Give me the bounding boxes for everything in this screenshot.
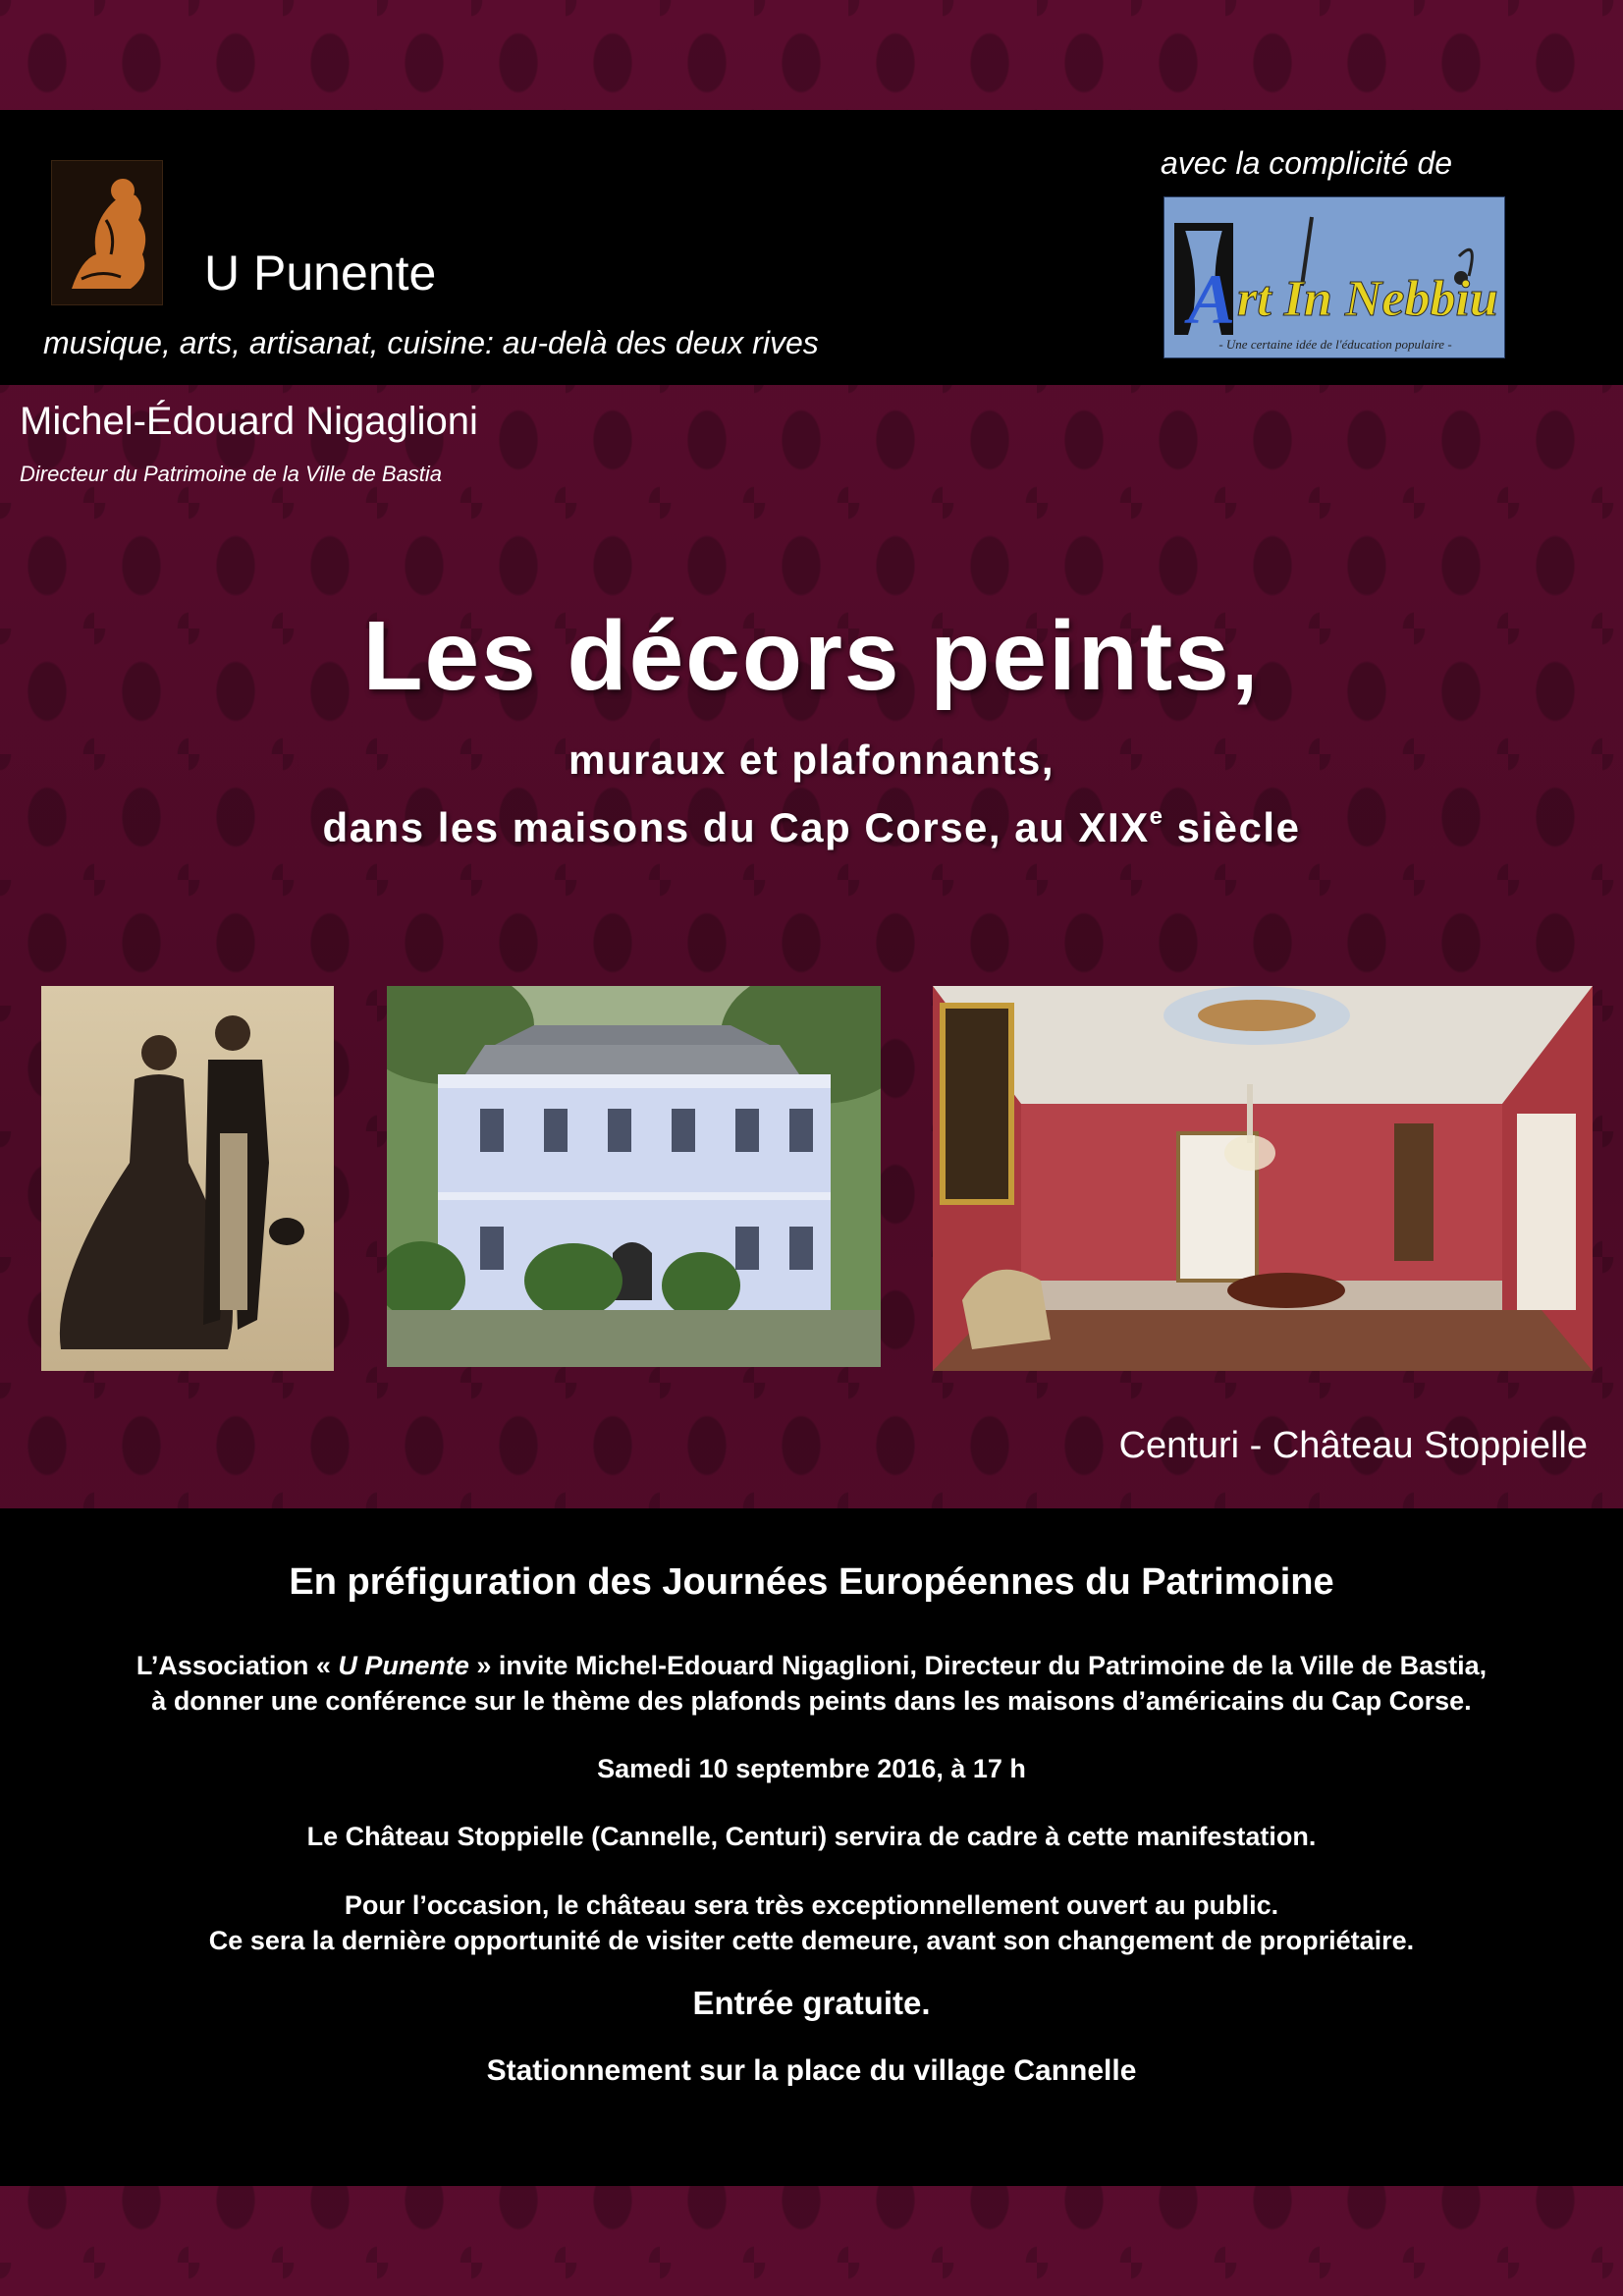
invite-line-1 bbox=[0, 1648, 1623, 1683]
org-tagline: musique, arts, artisanat, cuisine: au-delà des deux rives bbox=[43, 325, 819, 360]
logo-motto: - Une certaine idée de l'éducation populaire - bbox=[1218, 337, 1452, 352]
invite-pre: L’Association « bbox=[135, 1651, 339, 1680]
occasion-line-2: Ce sera la dernière opportunité de visiter cette demeure, avant son changement de propriétaire. bbox=[208, 1926, 1415, 1955]
poster-subtitle-1: muraux et plafonnants, bbox=[568, 737, 1055, 783]
partner-intro: avec la complicité de bbox=[1161, 145, 1453, 181]
occasion-line-1: Pour l’occasion, le château sera très exceptionnellement ouvert au public. bbox=[344, 1890, 1279, 1920]
photo-couple-portrait bbox=[41, 986, 334, 1371]
logo-wordmark: rt In Nebbiu bbox=[1237, 271, 1498, 327]
parking-info: Stationnement sur la place du village Cannelle bbox=[486, 2054, 1137, 2087]
art-in-nebbiu-logo bbox=[1163, 196, 1505, 358]
poster-title: Les décors peints, bbox=[362, 601, 1261, 711]
subtitle-2-pre: dans les maisons du Cap Corse, au XIX bbox=[322, 804, 1150, 850]
logo-letter-a: A bbox=[1188, 260, 1236, 339]
poster-subtitle-2 bbox=[0, 800, 1623, 855]
subtitle-2-superscript: e bbox=[1149, 803, 1164, 830]
speaker-role: Directeur du Patrimoine de la Ville de Bastia bbox=[20, 462, 443, 486]
u-punente-logo bbox=[51, 160, 163, 305]
photo-painted-salon-interior bbox=[933, 986, 1593, 1371]
invite-post: » invite Michel-Edouard Nigaglioni, Directeur du Patrimoine de la Ville de Bastia, bbox=[468, 1651, 1488, 1680]
photo-caption: Centuri - Château Stoppielle bbox=[1118, 1425, 1588, 1466]
subtitle-2-post: siècle bbox=[1163, 804, 1301, 850]
invite-line-2: à donner une conférence sur le thème des plafonds peints dans les maisons d’américains du Cap Corse. bbox=[151, 1686, 1472, 1716]
event-venue: Le Château Stoppielle (Cannelle, Centuri) servira de cadre à cette manifestation. bbox=[306, 1822, 1317, 1851]
speaker-name: Michel-Édouard Nigaglioni bbox=[20, 400, 478, 443]
event-date: Samedi 10 septembre 2016, à 17 h bbox=[597, 1754, 1026, 1783]
org-name: U Punente bbox=[204, 246, 437, 301]
event-heading: En préfiguration des Journées Européennes du Patrimoine bbox=[289, 1561, 1334, 1603]
invite-association-name: U Punente bbox=[338, 1651, 469, 1680]
entry-info: Entrée gratuite. bbox=[692, 1985, 931, 2021]
photo-chateau-stoppielle bbox=[387, 986, 881, 1367]
